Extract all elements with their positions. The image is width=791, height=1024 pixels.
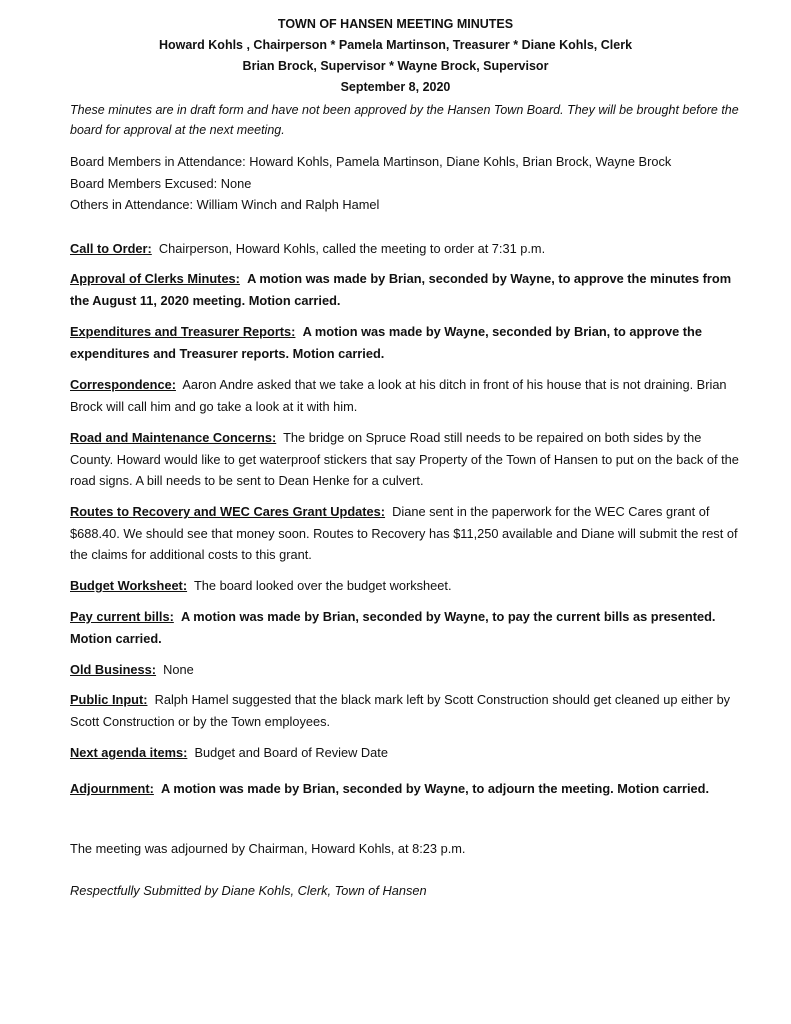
section-text: Diane sent in the paperwork for the WEC Cares grant of $688.40. We should see that money soon. Routes to Recovery has $11,250 available and Diane will submit the rest of the claims for additional costs to this grant. [70, 504, 738, 562]
section-public-input [70, 689, 742, 732]
attendance-block [70, 151, 750, 216]
others-in-attendance: Others in Attendance: William Winch and Ralph Hamel [70, 197, 380, 212]
section-label: Road and Maintenance Concerns: [70, 430, 277, 445]
section-text: A motion was made by Brian, seconded by Wayne, to adjourn the meeting. Motion carried. [161, 781, 709, 796]
section-budget-worksheet [70, 575, 742, 597]
section-text: A motion was made by Brian, seconded by Wayne, to approve the minutes from the August 11, 2020 meeting. Motion carried. [70, 271, 732, 308]
section-text: None [163, 662, 194, 677]
section-label: Approval of Clerks Minutes: [70, 271, 240, 286]
section-approval-of-minutes [70, 268, 742, 311]
section-label: Budget Worksheet: [70, 578, 188, 593]
adjourned-statement: The meeting was adjourned by Chairman, Howard Kohls, at 8:23 p.m. [70, 841, 466, 856]
draft-note: These minutes are in draft form and have not been approved by the Hansen Town Board. They will be brought before the board for approval at the next meeting. [70, 103, 739, 137]
document-title: TOWN OF HANSEN MEETING MINUTES [277, 17, 514, 31]
section-text: Aaron Andre asked that we take a look at his ditch in front of his house that is not draining. Brian Brock will call him and go take a look at it with him. [70, 377, 727, 414]
document-header [0, 14, 791, 98]
section-label: Public Input: [70, 692, 148, 707]
section-text: The board looked over the budget worksheet. [193, 578, 452, 593]
section-adjournment [70, 778, 742, 800]
officers-line-1: Howard Kohls , Chairperson * Pamela Martinson, Treasurer * Diane Kohls, Clerk [158, 38, 633, 52]
section-label: Pay current bills: [70, 609, 174, 624]
section-old-business [70, 659, 742, 681]
section-text: The bridge on Spruce Road still needs to be repaired on both sides by the County. Howard would like to get waterproof stickers that say Property of the Town of Hansen to put on the back of the road signs. A bill needs to be sent to Dean Henke for a culvert. [70, 430, 739, 488]
section-call-to-order [70, 238, 742, 260]
section-road-maintenance [70, 427, 742, 492]
section-label: Call to Order: [70, 241, 152, 256]
section-expenditures [70, 321, 742, 364]
section-correspondence [70, 374, 742, 417]
section-label: Expenditures and Treasurer Reports: [70, 324, 296, 339]
section-text: Ralph Hamel suggested that the black mark left by Scott Construction should get cleaned up either by Scott Construction or by the Town employees. [70, 692, 731, 729]
section-text: Chairperson, Howard Kohls, called the meeting to order at 7:31 p.m. [158, 241, 546, 256]
members-excused: Board Members Excused: None [70, 175, 252, 191]
section-label: Old Business: [70, 662, 157, 677]
section-grant-updates [70, 501, 742, 566]
section-label: Routes to Recovery and WEC Cares Grant Updates: [70, 504, 386, 519]
officers-line-2: Brian Brock, Supervisor * Wayne Brock, Supervisor [242, 59, 549, 73]
section-label: Adjournment: [70, 781, 154, 796]
section-pay-bills [70, 606, 742, 649]
section-label: Correspondence: [70, 377, 176, 392]
members-in-attendance: Board Members in Attendance: Howard Kohls, Pamela Martinson, Diane Kohls, Brian Brock, Wayne Brock [70, 154, 672, 169]
section-label: Next agenda items: [70, 745, 188, 760]
section-text: Budget and Board of Review Date [194, 745, 388, 760]
submitted-by: Respectfully Submitted by Diane Kohls, Clerk, Town of Hansen [70, 883, 427, 898]
section-next-agenda [70, 742, 742, 764]
meeting-date: September 8, 2020 [340, 80, 451, 94]
section-text: A motion was made by Brian, seconded by Wayne, to pay the current bills as presented. Motion carried. [70, 609, 716, 646]
section-text: A motion was made by Wayne, seconded by Brian, to approve the expenditures and Treasurer reports. Motion carried. [70, 324, 702, 361]
